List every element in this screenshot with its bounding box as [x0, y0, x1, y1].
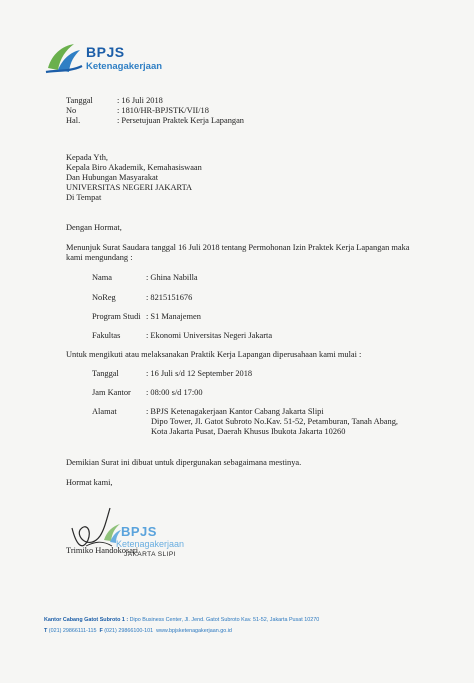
footer-website-link[interactable]: www.bpjsketenagakerjaan.go.id	[156, 628, 232, 634]
bpjs-logo	[44, 40, 184, 76]
fakultas-value: : Ekonomi Universitas Negeri Jakarta	[146, 331, 273, 340]
recipient-line-5: Di Tempat	[66, 193, 102, 202]
recipient-line-1: Kepada Yth,	[66, 153, 109, 162]
stamp-branch-text: JAKARTA SLIPI	[124, 551, 176, 558]
greeting: Dengan Hormat,	[66, 223, 122, 232]
footer-phone-label: T	[44, 628, 48, 634]
recipient-line-2: Kepala Biro Akademik, Kemahasiswaan	[66, 163, 202, 172]
signatory-name: Trimiko Handokosari	[66, 546, 139, 555]
noreg-label: NoReg	[92, 293, 116, 302]
footer-fax-label: F	[99, 628, 103, 634]
intro-line-1: Menunjuk Surat Saudara tanggal 16 Juli 2018 tentang Permohonan Izin Praktek Kerja Lapangan maka	[66, 243, 410, 252]
alamat-label: Alamat	[92, 407, 117, 416]
meta-no-label: No	[66, 106, 77, 115]
logo-sub-text: Ketenagakerjaan	[86, 61, 163, 72]
meta-hal-value: : Persetujuan Praktek Kerja Lapangan	[117, 116, 244, 125]
jam-kantor-value: : 08:00 s/d 17:00	[146, 388, 203, 397]
footer-office	[44, 617, 319, 623]
bpjs-logo-mark-icon	[44, 40, 84, 74]
recipient-line-4: UNIVERSITAS NEGERI JAKARTA	[66, 183, 193, 192]
company-stamp	[66, 500, 226, 570]
footer-contact	[44, 628, 232, 634]
footer-office-address: Dipo Business Center, Jl. Jend. Gatot Subroto Kav. 51-52, Jakarta Pusat 10270	[129, 617, 320, 623]
pkl-intro: Untuk mengikuti atau melaksanakan Praktik Kerja Lapangan diperusahaan kami mulai :	[66, 350, 362, 359]
alamat-value-1: : BPJS Ketenagakerjaan Kantor Cabang Jakarta Slipi	[146, 407, 324, 416]
recipient-line-3: Dan Hubungan Masyarakat	[66, 173, 159, 182]
stamp-brand-text: BPJS	[121, 524, 157, 539]
fakultas-label: Fakultas	[92, 331, 121, 340]
noreg-value: : 8215151676	[146, 293, 193, 302]
prodi-label: Program Studi	[92, 312, 141, 321]
pkl-tanggal-label: Tanggal	[92, 369, 119, 378]
footer-fax-value: (021) 29866100-101	[104, 628, 154, 634]
meta-tanggal-value: : 16 Juli 2018	[117, 96, 163, 105]
meta-tanggal-label: Tanggal	[66, 96, 93, 105]
jam-kantor-label: Jam Kantor	[92, 388, 131, 397]
regards: Hormat kami,	[66, 478, 113, 487]
nama-value: : Ghina Nabilla	[146, 273, 198, 282]
logo-brand-text: BPJS	[86, 44, 125, 60]
footer-phone-value: (021) 29866111-115	[48, 628, 97, 634]
footer-office-label: Kantor Cabang Gatot Subroto 1 :	[44, 617, 129, 623]
prodi-value: : S1 Manajemen	[146, 312, 201, 321]
closing-sentence: Demikian Surat ini dibuat untuk dipergunakan sebagaimana mestinya.	[66, 458, 302, 467]
meta-hal-label: Hal.	[66, 116, 81, 125]
nama-label: Nama	[92, 273, 112, 282]
pkl-tanggal-value: : 16 Juli s/d 12 September 2018	[146, 369, 253, 378]
intro-line-2: kami mengundang :	[66, 253, 133, 262]
stamp-sub-text: Ketenagakerjaan	[116, 539, 185, 549]
meta-no-value: : 1810/HR-BPJSTK/VII/18	[117, 106, 209, 115]
alamat-value-2: Dipo Tower, Jl. Gatot Subroto No.Kav. 51-52, Petamburan, Tanah Abang,	[151, 417, 398, 426]
alamat-value-3: Kota Jakarta Pusat, Daerah Khusus Ibukota Jakarta 10260	[151, 427, 346, 436]
